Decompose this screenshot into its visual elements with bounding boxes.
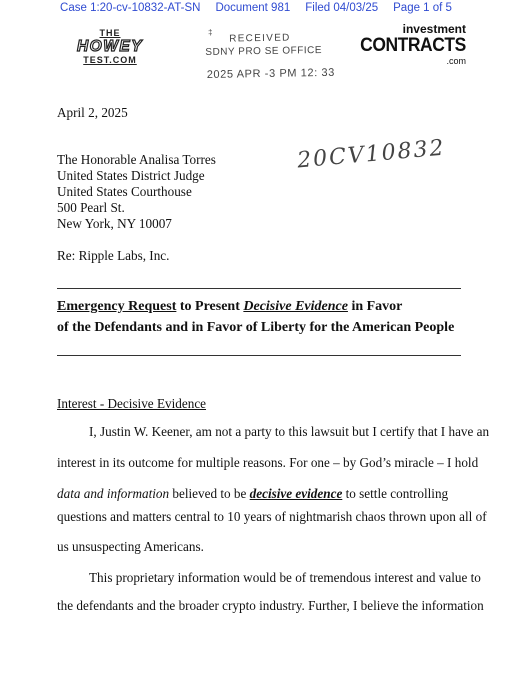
stamp-mark: ‡ xyxy=(207,27,213,37)
logo-right-top: investment xyxy=(402,22,466,36)
title-rule-bottom xyxy=(57,355,461,356)
addressee-line: United States District Judge xyxy=(57,168,205,183)
body-line: This proprietary information would be of tremendous interest and value to xyxy=(89,570,481,585)
stamp-office: SDNY PRO SE OFFICE xyxy=(205,44,323,58)
re-line: Re: Ripple Labs, Inc. xyxy=(57,248,170,263)
howey-test-logo xyxy=(64,28,156,65)
document-title-line-1 xyxy=(57,299,402,315)
investment-contracts-logo xyxy=(351,22,466,66)
case-number: Case 1:20-cv-10832-AT-SN xyxy=(60,2,201,14)
addressee-line: 500 Pearl St. xyxy=(57,200,125,215)
body-text-span: to settle controlling xyxy=(342,486,449,501)
logo-left-bottom: TEST.COM xyxy=(83,55,137,65)
addressee-line: United States Courthouse xyxy=(57,184,192,199)
stamp-received: RECEIVED xyxy=(229,32,291,45)
document-title-line-2: of the Defendants and in Favor of Liberty for the American People xyxy=(57,320,455,335)
body-line xyxy=(57,486,448,501)
logo-right-domain: .com xyxy=(446,56,466,66)
title-emergency-request: Emergency Request xyxy=(57,299,177,314)
emphasis-data-information: data and information xyxy=(57,486,170,501)
body-line: the defendants and the broader crypto industry. Further, I believe the information xyxy=(57,598,484,613)
emphasis-decisive-evidence: decisive evidence xyxy=(249,486,343,501)
title-in-favor: in Favor xyxy=(347,299,403,314)
page-indicator: Page 1 of 5 xyxy=(393,2,452,14)
body-line: questions and matters central to 10 years of nightmarish chaos thrown upon all of xyxy=(57,509,487,524)
body-line: I, Justin W. Keener, am not a party to this lawsuit but I certify that I have an xyxy=(89,424,490,439)
filed-date: Filed 04/03/25 xyxy=(305,2,379,14)
section-heading: Interest - Decisive Evidence xyxy=(57,396,207,411)
letter-date: April 2, 2025 xyxy=(57,105,128,120)
document-number: Document 981 xyxy=(215,2,291,14)
logo-right-main: CONTRACTS xyxy=(360,35,466,56)
title-rule-top xyxy=(57,288,461,289)
body-line: us unsuspecting Americans. xyxy=(57,539,204,554)
ecf-filing-header xyxy=(0,2,508,14)
logo-left-main: HOWEY xyxy=(76,38,144,55)
logo-left-top: THE xyxy=(99,28,121,38)
body-text-span: believed to be xyxy=(169,486,250,501)
addressee-line: New York, NY 10007 xyxy=(57,216,172,231)
handwritten-case-number: 20CV10832 xyxy=(296,135,447,174)
stamp-datetime: 2025 APR -3 PM 12: 33 xyxy=(206,66,336,81)
addressee-line: The Honorable Analisa Torres xyxy=(57,152,216,167)
body-line: interest in its outcome for multiple reasons. For one – by God’s miracle – I hold xyxy=(57,455,479,470)
title-connector: to Present xyxy=(176,299,244,314)
title-decisive-evidence: Decisive Evidence xyxy=(243,299,348,314)
